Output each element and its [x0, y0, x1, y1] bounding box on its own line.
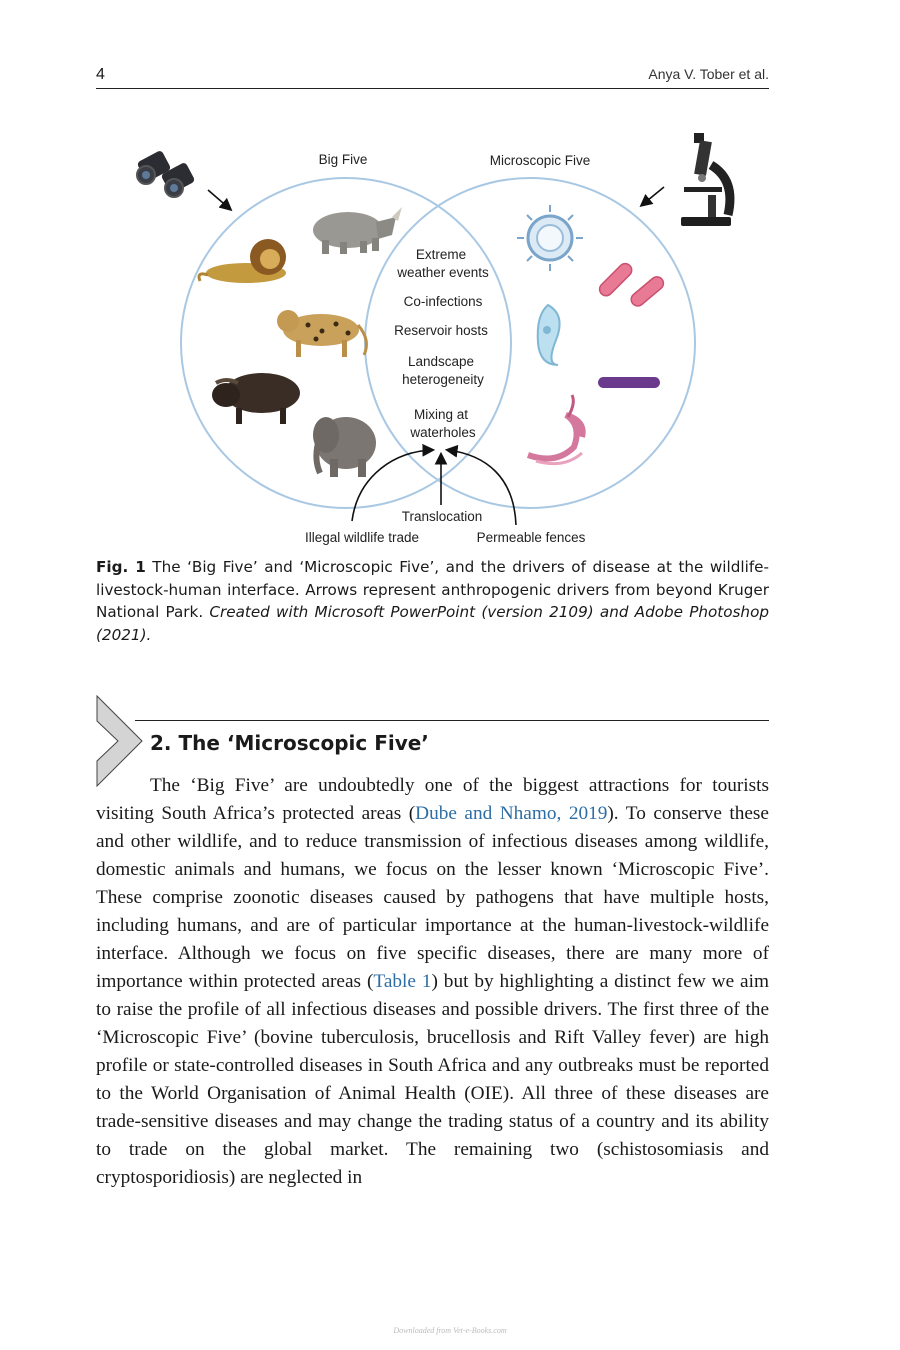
binoculars-icon [136, 150, 195, 197]
center-item-heterogeneity: heterogeneity [402, 372, 484, 387]
illegal-trade-label: Illegal wildlife trade [304, 530, 420, 545]
center-item-weather: weather events [397, 265, 489, 280]
elephant-icon [313, 417, 376, 477]
figure-label: Fig. 1 [96, 558, 146, 576]
center-item-reservoir: Reservoir hosts [394, 323, 488, 338]
big-five-label: Big Five [318, 152, 368, 167]
center-item-landscape: Landscape [407, 354, 475, 369]
citation-link-dube[interactable]: Dube and Nhamo, 2019 [415, 803, 608, 824]
running-authors: Anya V. Tober et al. [648, 66, 769, 82]
table-1-link[interactable]: Table 1 [373, 971, 432, 992]
center-item-extreme: Extreme [415, 247, 467, 262]
center-item-waterholes: waterholes [410, 425, 476, 440]
caption-text: The ‘Big Five’ and ‘Microscopic Five’, and the drivers of disease at the wildlife-livestock-human interface. Arrows represent anthropogenic drivers from beyond Kruger National Park. [96, 558, 769, 621]
running-header [96, 66, 769, 89]
body-text-part-1: The ‘Big Five’ are undoubtedly one of the biggest attractions for tourists visiting South Africa’s protected areas ( [96, 775, 769, 824]
bacteria-icon [597, 261, 666, 309]
microscope-arrow [642, 187, 664, 205]
parasite-worm-icon [528, 395, 583, 464]
microscope-icon [681, 133, 731, 226]
venn-diagram [96, 125, 769, 550]
figure-caption [96, 556, 769, 646]
microscopic-five-label: Microscopic Five [489, 153, 591, 168]
translocation-label: Translocation [401, 509, 483, 524]
body-text-part-3: ) but by highlighting a distinct few we aim to raise the profile of all infectious diseases and possible drivers. The first three of the ‘Microscopic Five’ (bovine tuberculosis, brucellosis and Rift Valley fever) are high profile or state-controlled diseases in South Africa and any outbreaks must be reported to the World Organisation of Animal Health (OIE). All three of these diseases are trade-sensitive diseases and may change the trading status of a country and its ability to trade on the global market. The remaining two (schistosomiasis and cryptosporidiosis) are neglected in [96, 971, 769, 1188]
virus-icon [517, 205, 583, 271]
rhino-icon [313, 207, 402, 254]
binoculars-arrow [208, 190, 230, 209]
page-number: 4 [96, 66, 105, 83]
fences-label: Permeable fences [476, 530, 586, 545]
body-text-part-2: ). To conserve these and other wildlife, and to reduce transmission of infectious diseases among wildlife, domestic animals and humans, we focus on the lesser known ‘Microscopic Five’. These comprise zoonotic diseases caused by pathogens that have multiple hosts, including humans, and are of particular importance at the human-livestock-wildlife interface. Although we focus on five specific diseases, there are many more of importance within protected areas ( [96, 803, 769, 992]
figure-1 [96, 125, 769, 550]
section-rule [135, 720, 769, 721]
center-item-coinfections: Co-infections [403, 294, 483, 309]
section-title: 2. The ‘Microscopic Five’ [150, 731, 429, 755]
caption-credit: Created with Microsoft PowerPoint (version 2109) and Adobe Photoshop (2021). [96, 603, 769, 644]
leopard-icon [277, 310, 366, 357]
protozoan-icon [538, 305, 560, 365]
buffalo-icon [212, 373, 300, 424]
center-item-mixing: Mixing at [413, 407, 469, 422]
download-watermark: Downloaded from Vet-e-Books.com [393, 1326, 507, 1335]
body-paragraph [96, 772, 769, 1192]
rod-bacterium-icon [598, 377, 660, 388]
